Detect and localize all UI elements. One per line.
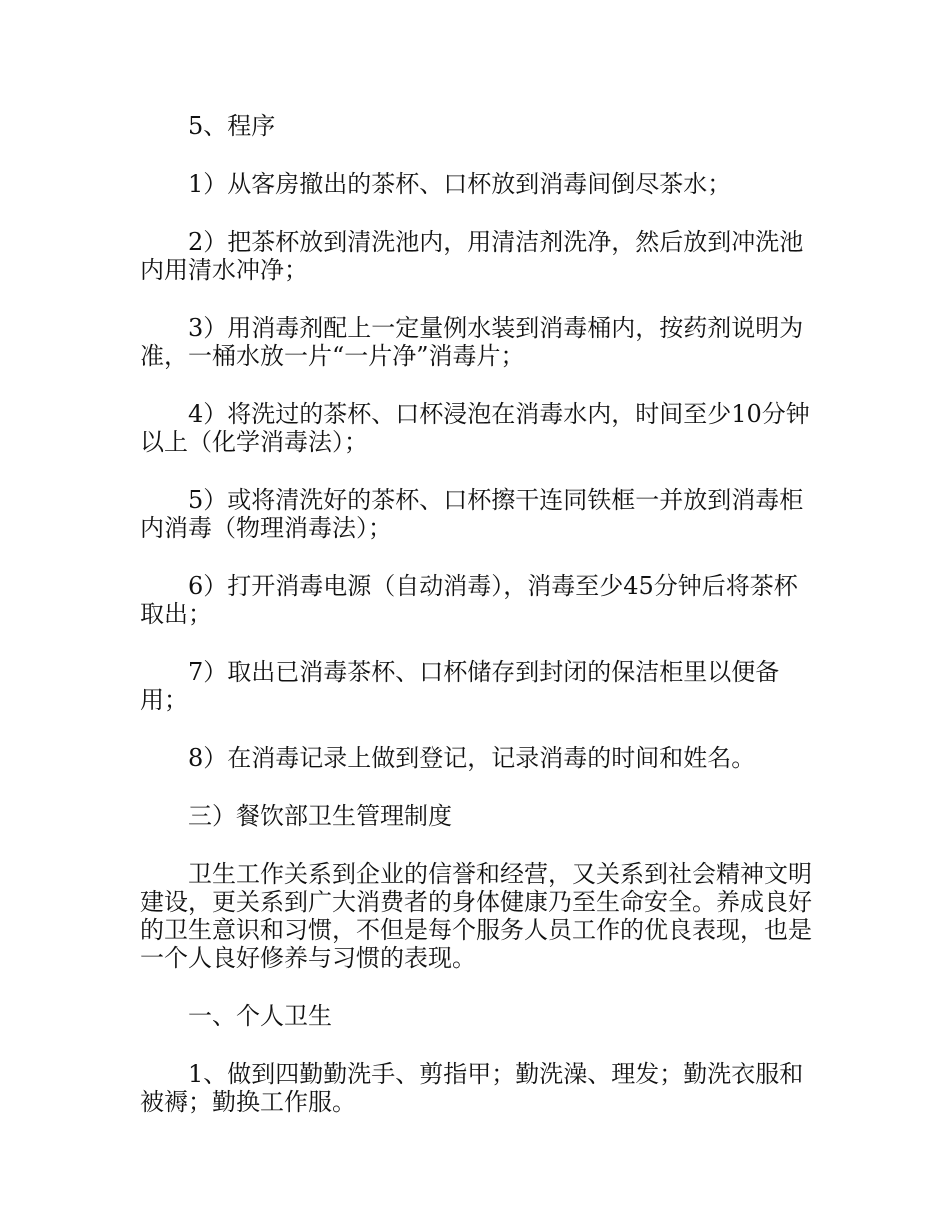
procedure-step-2: 2）把茶杯放到清洗池内，用清洁剂洗净，然后放到冲洗池内用清水冲净； — [140, 228, 804, 284]
procedure-step-6: 6）打开消毒电源（自动消毒），消毒至少45分钟后将茶杯取出； — [140, 572, 798, 628]
personal-hygiene-item-1: 1、做到四勤勤洗手、剪指甲；勤洗澡、理发；勤洗衣服和被褥；勤换工作服。 — [140, 1060, 804, 1116]
procedure-step-3: 3）用消毒剂配上一定量例水装到消毒桶内，按药剂说明为准，一桶水放一片“一片净”消毒片； — [140, 314, 804, 370]
procedure-step-4: 4）将洗过的茶杯、口杯浸泡在消毒水内，时间至少10分钟以上（化学消毒法）； — [140, 400, 810, 456]
body-paragraph-introduction: 卫生工作关系到企业的信誉和经营，又关系到社会精神文明建设，更关系到广大消费者的身体健康乃至生命安全。养成良好的卫生意识和习惯，不但是每个服务人员工作的优良表现，也是一个人良好修养与习惯的表现。 — [140, 860, 812, 972]
procedure-step-7: 7）取出已消毒茶杯、口杯储存到封闭的保洁柜里以便备用； — [140, 658, 780, 714]
section-heading-catering-hygiene: 三）餐饮部卫生管理制度 — [188, 802, 452, 830]
document-body — [140, 112, 815, 1116]
procedure-step-8: 8）在消毒记录上做到登记，记录消毒的时间和姓名。 — [188, 744, 756, 772]
procedure-step-5: 5）或将清洗好的茶杯、口杯擦干连同铁框一并放到消毒柜内消毒（物理消毒法）； — [140, 486, 804, 542]
section-heading-personal-hygiene: 一、个人卫生 — [188, 1002, 332, 1030]
procedure-step-1: 1）从客房撤出的茶杯、口杯放到消毒间倒尽茶水； — [188, 170, 732, 198]
section-heading-procedure: 5、程序 — [188, 112, 276, 140]
